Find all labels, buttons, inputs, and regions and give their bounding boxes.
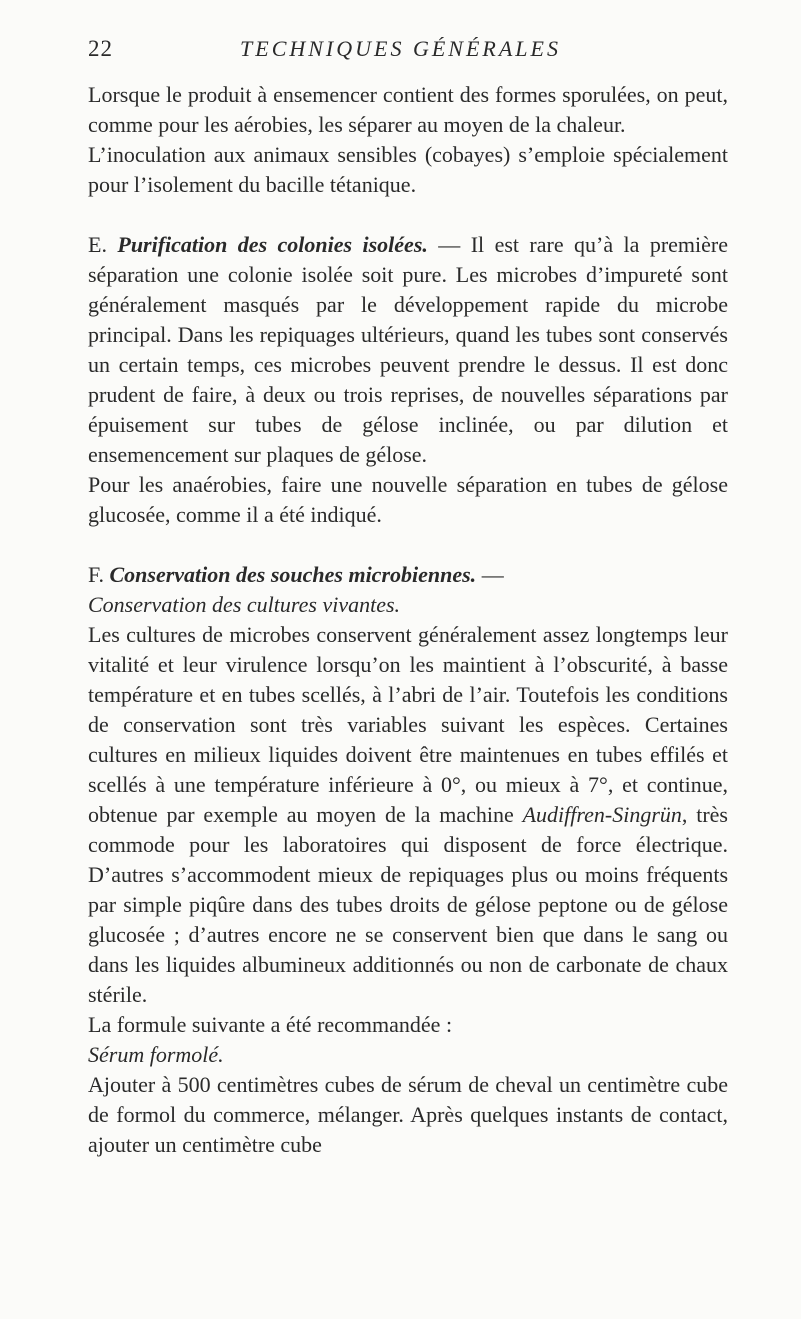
paragraph-formula-intro	[88, 1010, 728, 1040]
subheading-text: Conservation des cultures vivantes.	[88, 592, 401, 617]
running-title: TECHNIQUES GÉNÉRALES	[240, 36, 561, 61]
paragraph-cultures	[88, 620, 728, 1010]
paragraph-text: Ajouter à 500 centimètres cubes de sérum de cheval un centimètre cube de formol du commerce, mélanger. Après quelques instants de contact, ajouter un centimètre cube	[88, 1072, 728, 1157]
paragraph-text: Lorsque le produit à ensemencer contient des formes sporulées, on peut, comme pour les aérobies, les séparer au moyen de la chaleur.	[88, 82, 728, 137]
section-subheading	[88, 590, 728, 620]
section-f-conservation	[88, 560, 728, 590]
section-text: — Il est rare qu’à la première séparation une colonie isolée soit pure. Les microbes d’impureté sont généralement masqués par le développement rapide du microbe principal. Dans les repiquages ultérieurs, quand les tubes sont conservés un certain temps, ces microbes peuvent prendre le dessus. Il est donc prudent de faire, à deux ou trois reprises, de nouvelles séparations par épuisement sur tubes de gélose inclinée, ou par dilution et ensemencement sur plaques de gélose.	[88, 232, 729, 467]
paragraph-formula-instructions	[88, 1070, 728, 1160]
machine-name: Audiffren-Singrün	[522, 802, 682, 827]
paragraph-text-before: Les cultures de microbes conservent généralement assez longtemps leur vitalité et leur virulence lorsqu’on les maintient à l’obscurité, à basse température et en tubes scellés, à l’abri de l’air. Toutefois les conditions de conservation sont très variables suivant les espèces. Certaines cultures en milieux liquides doivent être maintenues en tubes effilés et scellés à une température inférieure à 0°, ou mieux à 7°, et continue, obtenue par exemple au moyen de la machine	[88, 622, 728, 827]
section-e-purification	[88, 230, 728, 470]
page-number: 22	[88, 36, 113, 61]
paragraph-inoculation	[88, 140, 728, 200]
paragraph-sporulated-forms	[88, 80, 728, 140]
paragraph-anaerobes	[88, 470, 728, 530]
paragraph-text: L’inoculation aux animaux sensibles (cobayes) s’emploie spécialement pour l’isolement du bacille tétanique.	[88, 142, 728, 197]
section-dash: —	[476, 562, 504, 587]
section-heading: Purification des colonies isolées.	[117, 232, 428, 257]
section-letter: E.	[88, 232, 107, 257]
page-header	[0, 36, 801, 66]
paragraph-text: Pour les anaérobies, faire une nouvelle séparation en tubes de gélose glucosée, comme il a été indiqué.	[88, 472, 728, 527]
body-text	[88, 80, 728, 1160]
paragraph-text: La formule suivante a été recommandée :	[88, 1012, 453, 1037]
section-heading: Conservation des souches microbiennes.	[109, 562, 477, 587]
paragraph-text-after: , très commode pour les laboratoires qui disposent de force électrique. D’autres s’accommodent mieux de repiquages plus ou moins fréquents par simple piqûre dans des tubes droits de gélose peptone ou de gélose glucosée ; d’autres encore ne se conservent bien que dans le sang ou dans les liquides albumineux additionnés ou non de carbonate de chaux stérile.	[88, 802, 728, 1007]
section-letter: F.	[88, 562, 104, 587]
formula-title: Sérum formolé.	[88, 1042, 224, 1067]
paragraph-formula-title	[88, 1040, 728, 1070]
